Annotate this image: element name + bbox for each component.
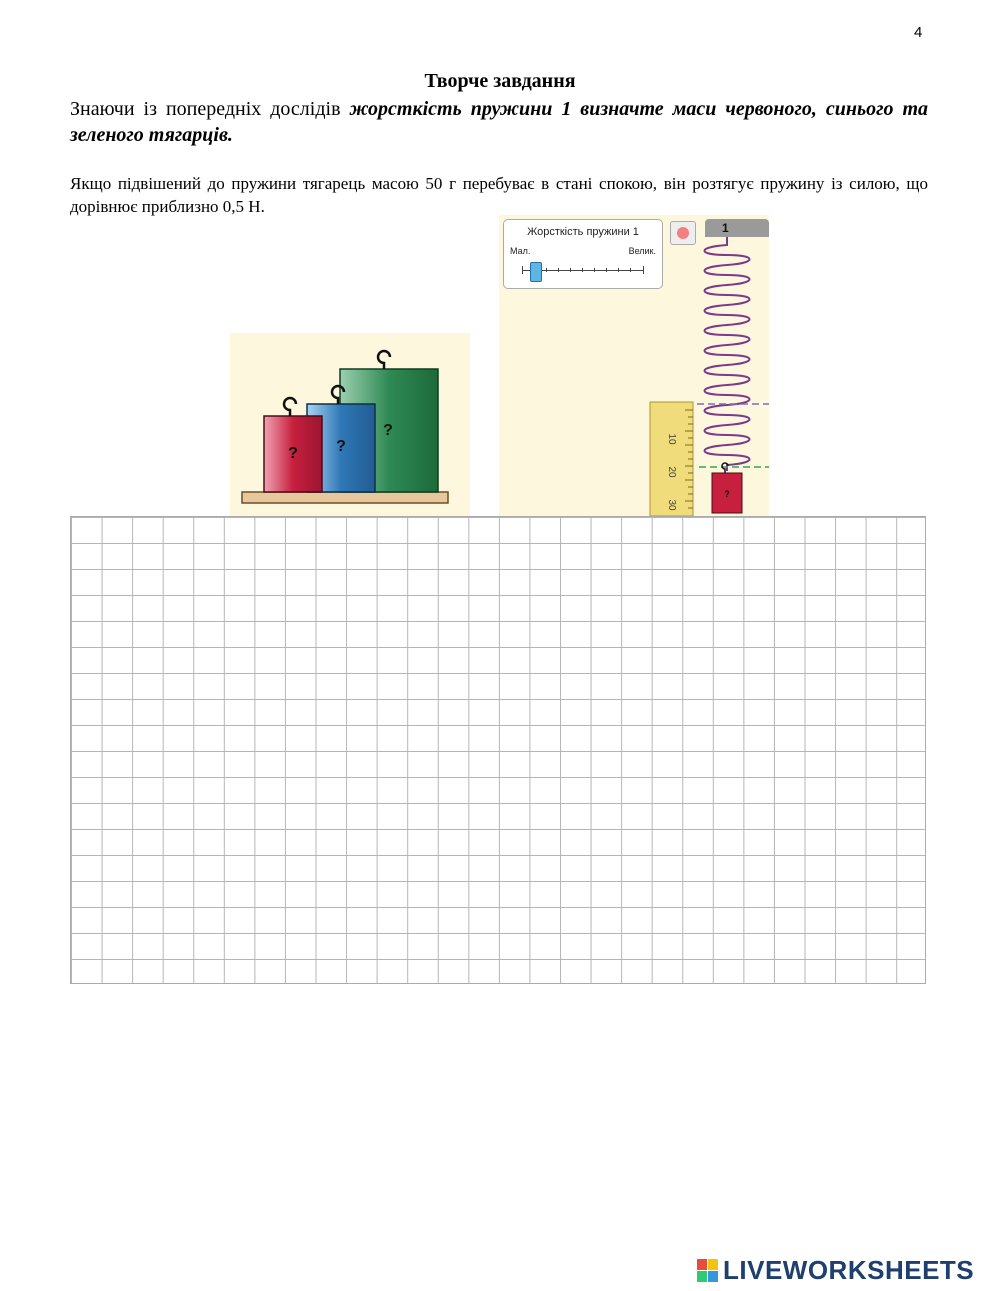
- slider-min-label: Мал.: [510, 246, 531, 256]
- slider-max-label: Велик.: [628, 246, 656, 256]
- blue-weight-label: ?: [336, 438, 346, 455]
- red-weight-label: ?: [288, 445, 298, 462]
- spring-simulation: [499, 215, 769, 516]
- hanging-weight-label: ?: [724, 489, 730, 499]
- weights-illustration: [230, 333, 470, 516]
- logo-icon: [697, 1259, 719, 1283]
- spring-scene: [499, 215, 769, 516]
- page-number: 4: [914, 24, 923, 41]
- weights-svg: [230, 333, 470, 516]
- task-lead: Знаючи із попередніх дослідів: [70, 98, 350, 120]
- spring-tab-label: 1: [722, 221, 729, 235]
- ruler-label-20: 20: [666, 466, 677, 478]
- slider-title: Жорсткість пружини 1: [527, 226, 639, 238]
- task-emphasis: жорсткість пружини 1 визначте маси червоного, синього та зеленого тягарців.: [70, 98, 928, 146]
- answer-grid[interactable]: [70, 516, 926, 984]
- page-title: Творче завдання: [424, 70, 576, 92]
- ruler-label-30: 30: [666, 499, 677, 511]
- task-text: [70, 96, 928, 148]
- ruler-label-10: 10: [666, 433, 677, 445]
- shelf: [242, 492, 448, 503]
- ruler: [650, 402, 693, 516]
- logo-text: LIVEWORKSHEETS: [723, 1255, 975, 1285]
- hint-text: Якщо підвішений до пружини тягарець масою 50 г перебуває в стані спокою, він розтягує пружину із силою, що дорівнює приблизно 0,5 Н.: [70, 174, 928, 216]
- spring-coil: [705, 237, 750, 471]
- green-weight-label: ?: [383, 422, 393, 439]
